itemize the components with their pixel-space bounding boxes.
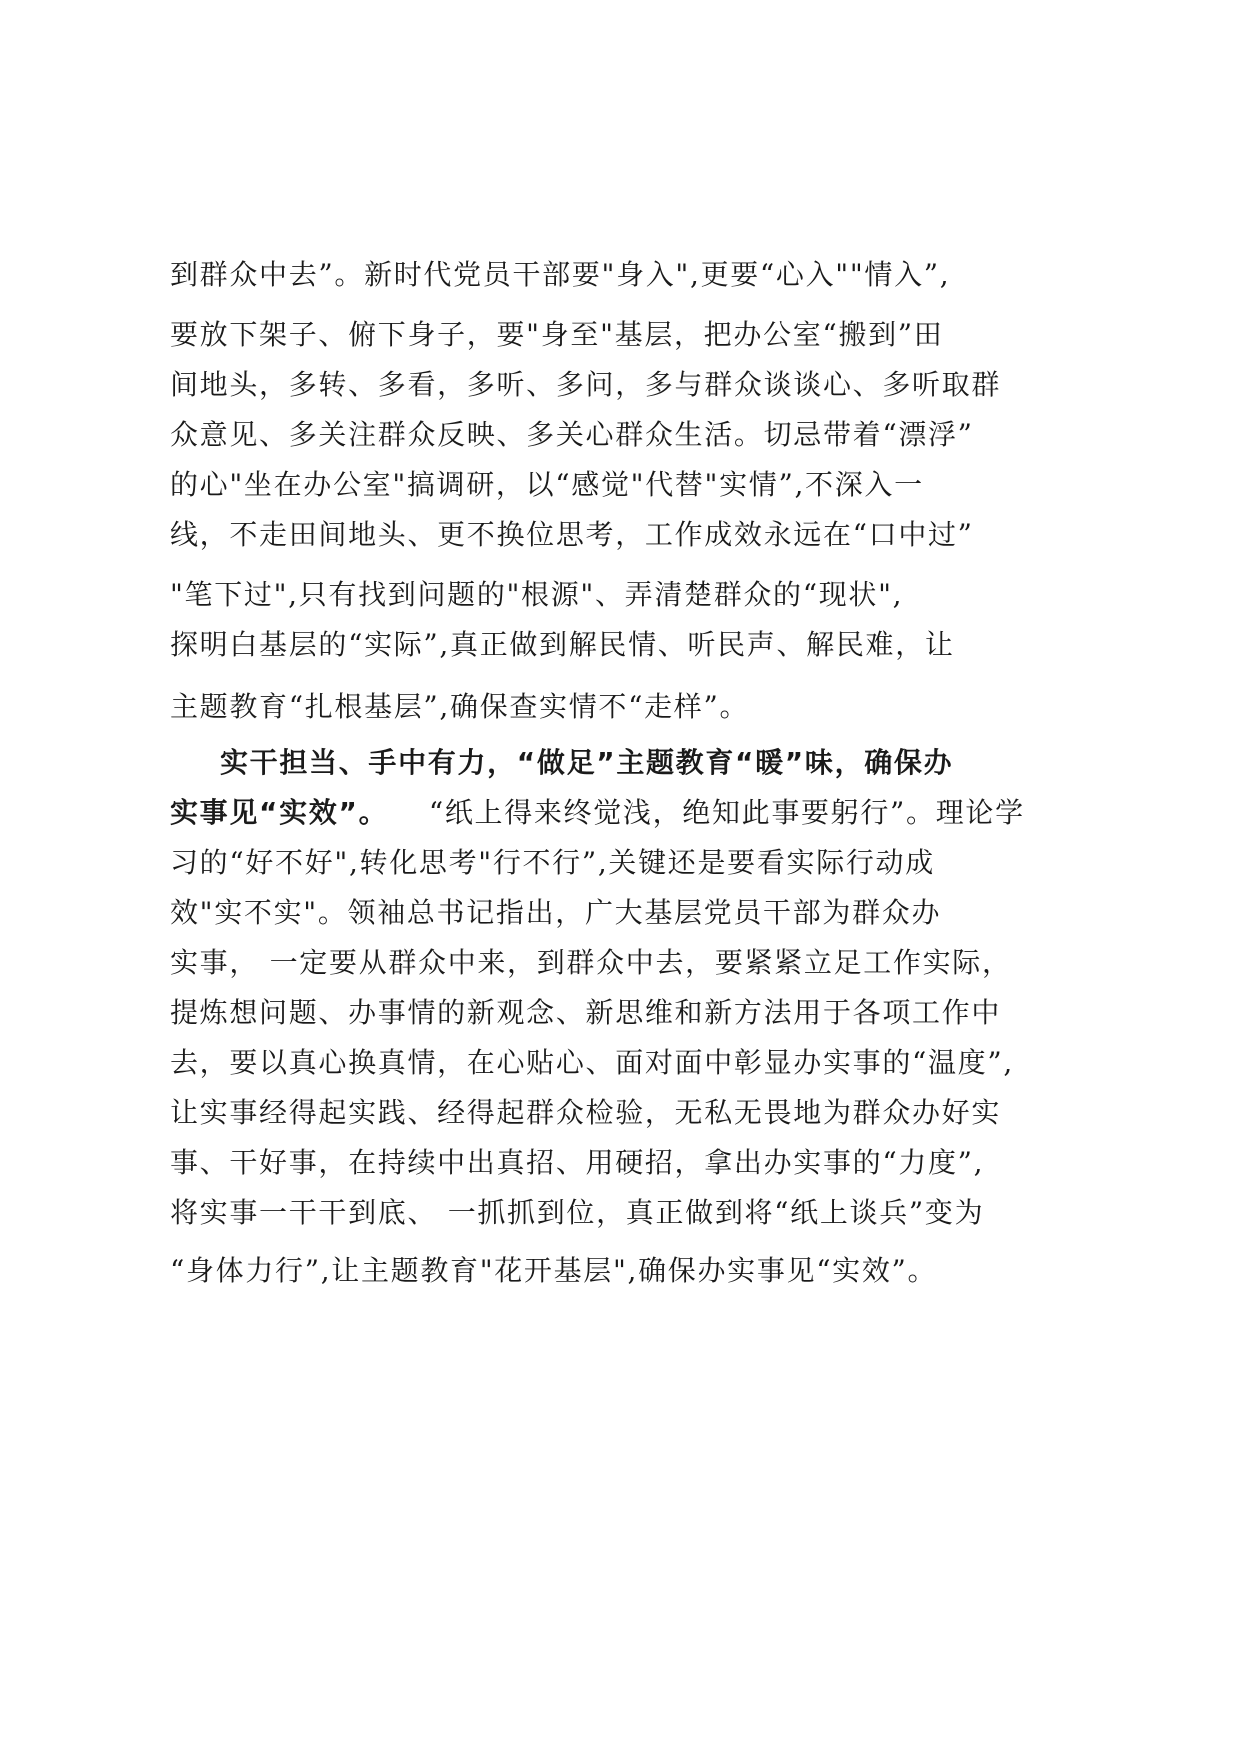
text-line-19: “身体力行”,让主题教育"花开基层",确保办实事见“实效”。 — [170, 1254, 938, 1287]
text-line-15: 去，要以真心换真情，在心贴心、面对面中彰显办实事的“温度”, — [170, 1046, 1014, 1079]
text-line-12: 效"实不实"。领袖总书记指出，广大基层党员干部为群众办 — [170, 896, 942, 929]
text-line-6: 线，不走田间地头、更不换位思考，工作成效永远在“口中过” — [170, 518, 974, 551]
text-line-11: 习的“好不好",转化思考"行不行”,关键还是要看实际行动成 — [170, 846, 935, 879]
text-line-14: 提炼想问题、办事情的新观念、新思维和新方法用于各项工作中 — [170, 996, 1002, 1029]
section-heading-line-2: 实事见“实效”。 — [170, 796, 389, 829]
section-heading-line-1: 实干担当、手中有力，“做足”主题教育“暖”味，确保办 — [220, 746, 954, 779]
text-line-18: 将实事一干干到底、 一抓抓到位，真正做到将“纸上谈兵”变为 — [170, 1196, 985, 1229]
text-line-5: 的心"坐在办公室"搞调研，以“感觉"代替"实情”,不深入一 — [170, 468, 924, 501]
heading-continuation-line — [170, 796, 1025, 830]
quote-text: “纸上得来终觉浅，绝知此事要躬行”。理论学 — [428, 796, 1025, 829]
text-line-7: "笔下过",只有找到问题的"根源"、弄清楚群众的“现状", — [170, 578, 904, 611]
text-line-16: 让实事经得起实践、经得起群众检验，无私无畏地为群众办好实 — [170, 1096, 1002, 1129]
text-line-9: 主题教育“扎根基层”,确保查实情不“走样”。 — [170, 690, 750, 723]
text-line-1: 到群众中去”。新时代党员干部要"身入",更要“心入""情入”, — [170, 258, 951, 291]
text-line-4: 众意见、多关注群众反映、多关心群众生活。切忌带着“漂浮” — [170, 418, 974, 451]
text-line-17: 事、干好事，在持续中出真招、用硬招，拿出办实事的“力度”, — [170, 1146, 985, 1179]
text-line-13: 实事， 一定要从群众中来，到群众中去，要紧紧立足工作实际， — [170, 946, 1012, 979]
text-line-2: 要放下架子、俯下身子，要"身至"基层，把办公室“搬到”田 — [170, 318, 944, 351]
text-line-8: 探明白基层的“实际”,真正做到解民情、听民声、解民难，让 — [170, 628, 955, 661]
text-line-3: 间地头，多转、多看，多听、多问，多与群众谈谈心、多听取群 — [170, 368, 1002, 401]
